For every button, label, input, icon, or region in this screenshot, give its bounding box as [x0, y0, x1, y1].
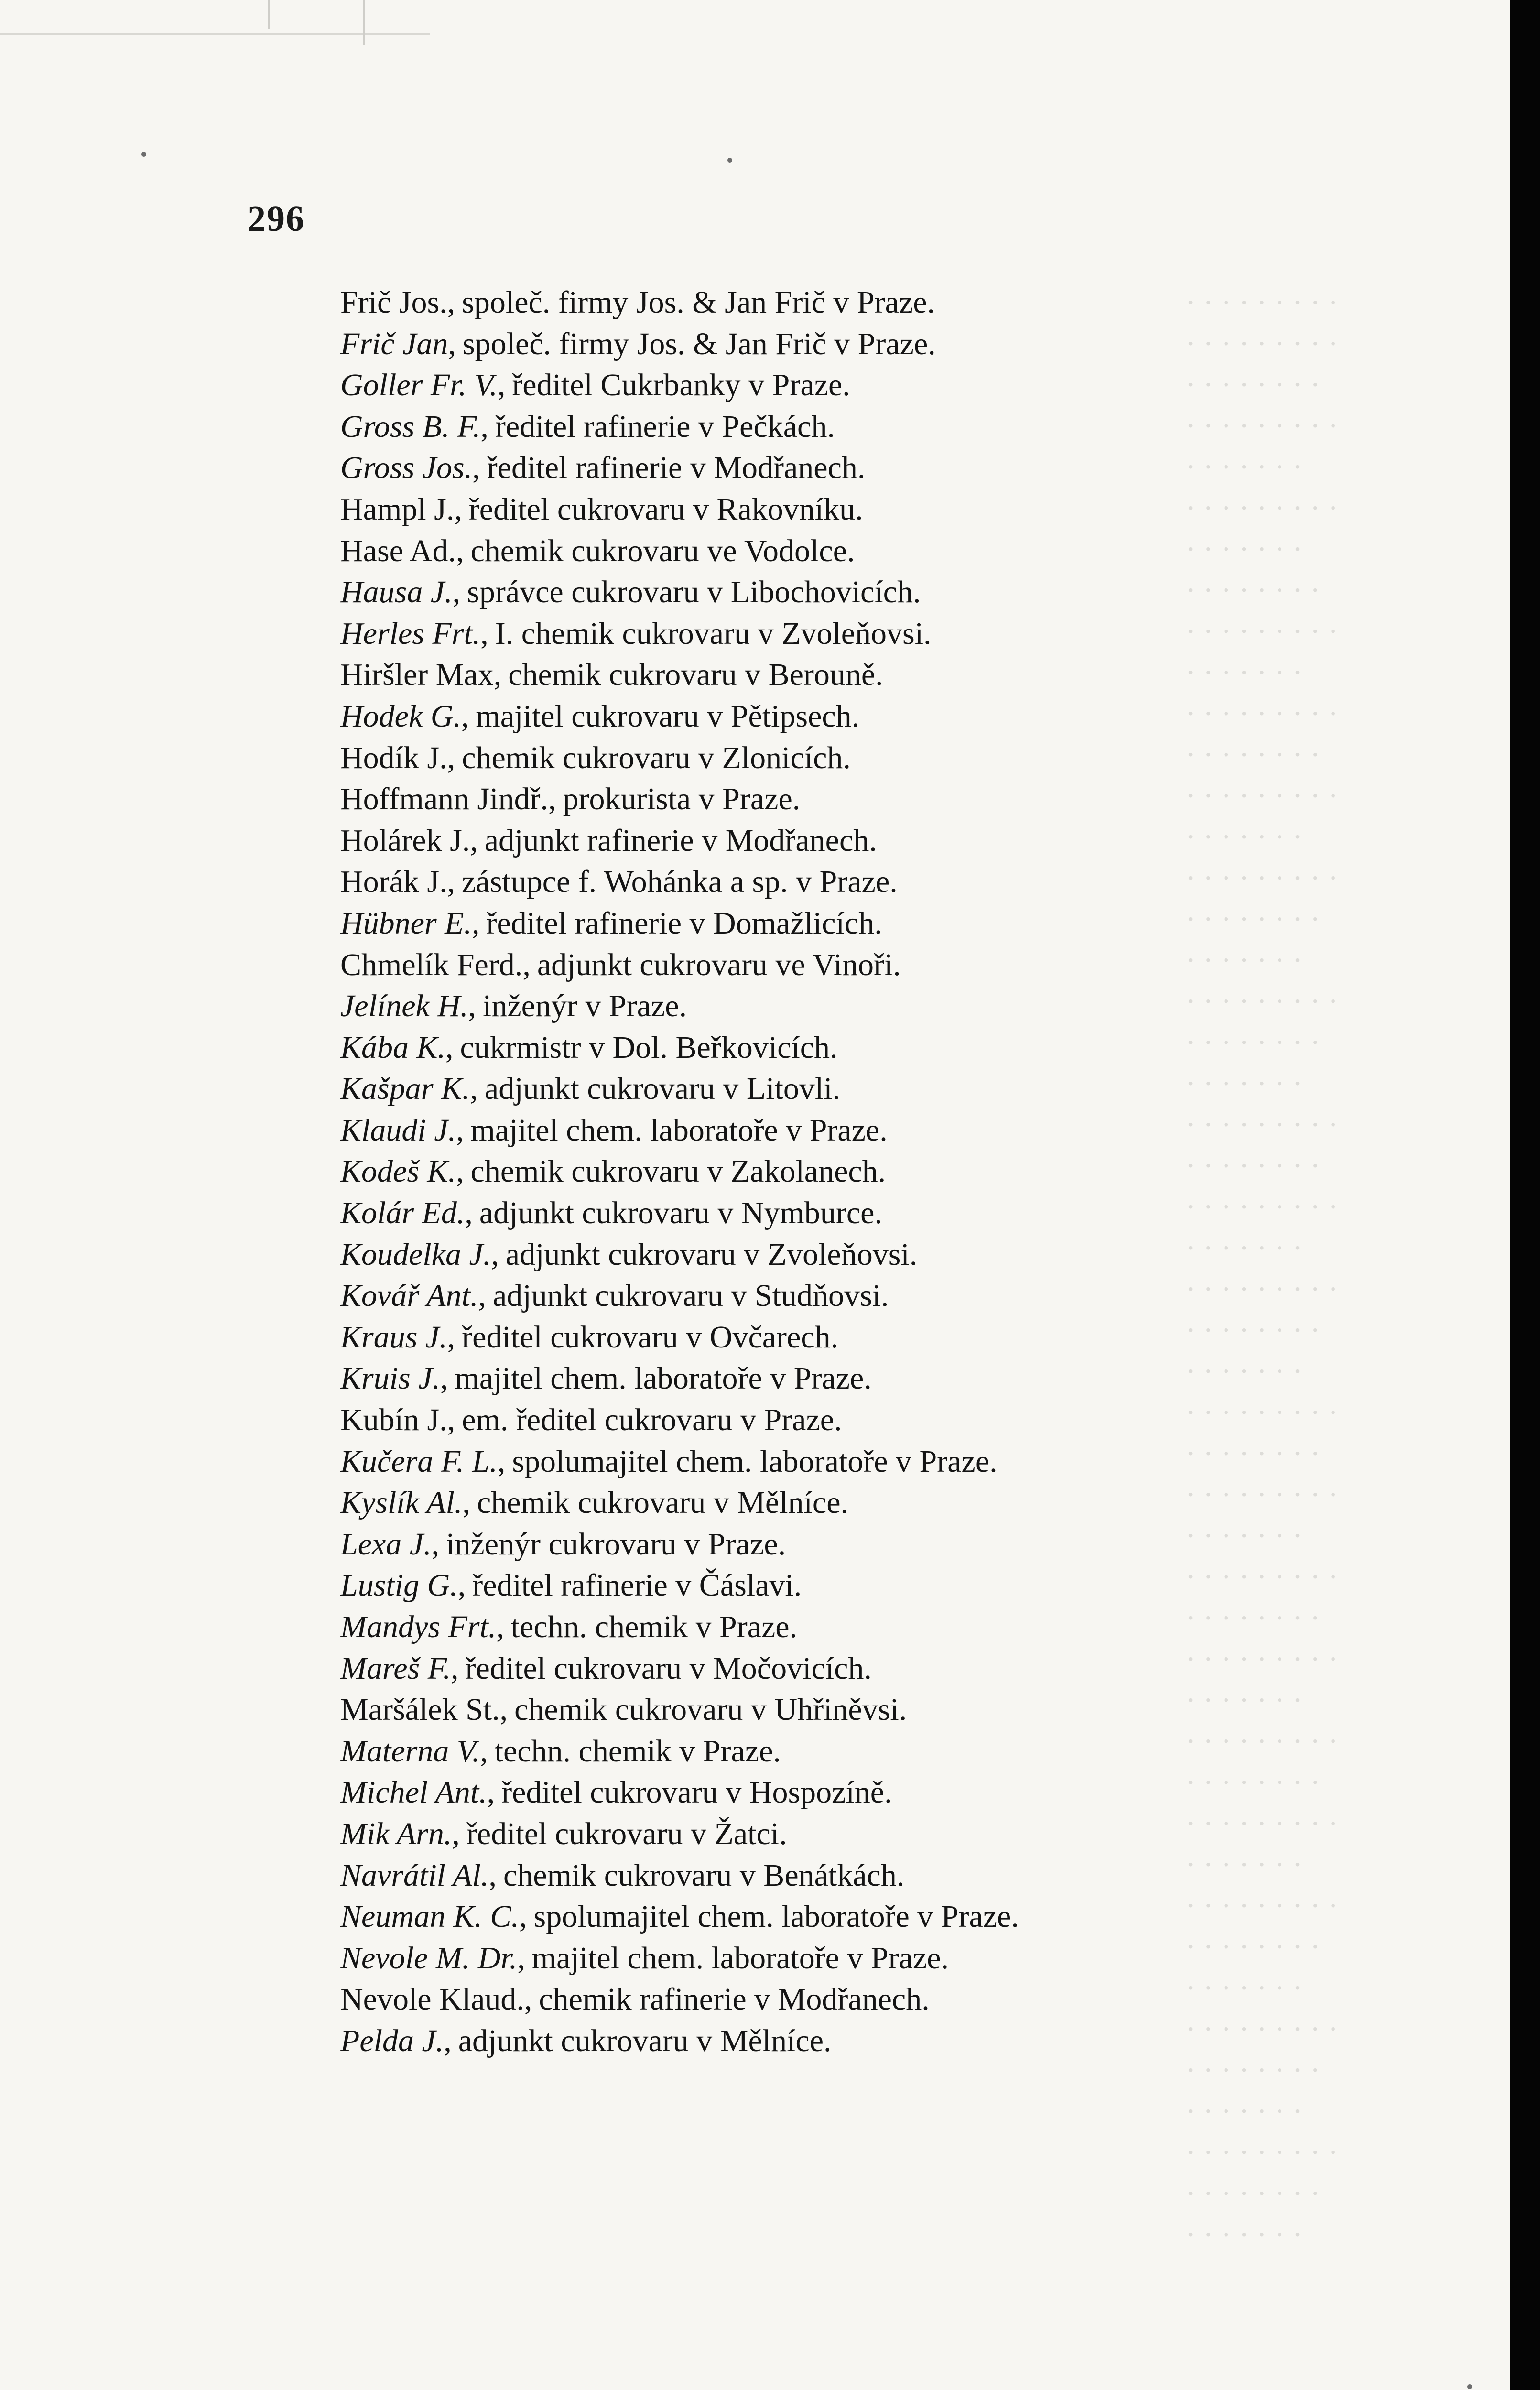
entry-name: Mareš F. — [340, 1651, 451, 1686]
entry-description: ředitel cukrovaru v Hospozíně. — [501, 1775, 892, 1810]
entry-separator: , — [472, 450, 480, 486]
entry-description: I. chemik cukrovaru v Zvoleňovsi. — [495, 616, 932, 651]
entry-separator: , — [499, 1692, 508, 1727]
list-item — [340, 1772, 1334, 1814]
entry-description: chemik cukrovaru v Berouně. — [508, 657, 883, 693]
entry-description: spolumajitel chem. laboratoře v Praze. — [512, 1444, 998, 1479]
list-item — [340, 406, 1334, 448]
entry-separator: , — [431, 1526, 440, 1562]
list-item — [340, 1275, 1334, 1317]
entry-description: společ. firmy Jos. & Jan Frič v Praze. — [462, 285, 935, 320]
entry-description: ředitel cukrovaru v Ovčarech. — [462, 1319, 839, 1355]
entry-separator: , — [461, 698, 469, 734]
entry-name: Hampl J. — [340, 491, 455, 527]
entry-separator: , — [493, 657, 502, 693]
top-edge-marks — [0, 0, 430, 35]
entry-name: Hübner E. — [340, 905, 472, 941]
list-item — [340, 986, 1334, 1027]
list-item — [340, 1441, 1334, 1483]
entry-description: chemik cukrovaru ve Vodolce. — [470, 533, 855, 568]
list-item — [340, 1482, 1334, 1524]
list-item — [340, 1027, 1334, 1069]
entry-separator: , — [478, 1278, 486, 1314]
entry-name: Nevole Klaud. — [340, 1982, 524, 2017]
entry-name: Pelda J. — [340, 2023, 444, 2058]
entry-description: majitel cukrovaru v Pětipsech. — [476, 698, 860, 734]
entry-separator: , — [447, 740, 455, 775]
entry-name: Klaudi J. — [340, 1112, 456, 1148]
entry-name: Horák J. — [340, 864, 447, 900]
scan-edge — [1510, 0, 1540, 2390]
entry-separator: , — [471, 905, 480, 941]
entry-description: adjunkt rafinerie v Modřanech. — [484, 823, 877, 858]
entry-description: cukrmistr v Dol. Beřkovicích. — [460, 1030, 838, 1065]
list-item — [340, 1151, 1334, 1193]
entry-separator: , — [465, 1195, 473, 1231]
entry-description: chemik rafinerie v Modřanech. — [539, 1982, 930, 2017]
entry-name: Holárek J. — [340, 823, 470, 858]
list-item — [340, 1689, 1334, 1731]
entry-description: adjunkt cukrovaru ve Vinoři. — [537, 947, 901, 982]
list-item — [340, 572, 1334, 613]
list-item — [340, 945, 1334, 986]
page-number: 296 — [248, 199, 305, 239]
entry-separator: , — [497, 1444, 506, 1479]
entry-name: Kučera F. L. — [340, 1444, 498, 1479]
entry-separator: , — [470, 1071, 478, 1107]
entry-separator: , — [456, 1154, 464, 1189]
list-item — [340, 324, 1334, 365]
list-item — [340, 2021, 1334, 2062]
entry-separator: , — [444, 2023, 452, 2058]
member-list — [340, 282, 1334, 2062]
entry-name: Maršálek St. — [340, 1692, 500, 1727]
entry-separator: , — [497, 368, 506, 403]
entry-description: ředitel cukrovaru v Močovicích. — [465, 1651, 872, 1686]
entry-description: adjunkt cukrovaru v Zvoleňovsi. — [505, 1237, 918, 1272]
entry-description: adjunkt cukrovaru v Nymburce. — [479, 1195, 882, 1231]
entry-name: Neuman K. C. — [340, 1899, 520, 1934]
entry-description: ředitel rafinerie v Domažlicích. — [486, 905, 882, 941]
entry-name: Navrátil Al. — [340, 1858, 489, 1893]
entry-name: Hoffmann Jindř. — [340, 782, 549, 817]
entry-name: Kába K. — [340, 1030, 446, 1065]
list-item — [340, 696, 1334, 738]
entry-name: Koudelka J. — [340, 1237, 491, 1272]
list-item — [340, 1731, 1334, 1772]
entry-description: ředitel Cukrbanky v Praze. — [512, 368, 850, 403]
entry-description: majitel chem. laboratoře v Praze. — [470, 1112, 888, 1148]
entry-description: prokurista v Praze. — [563, 782, 801, 817]
speck — [1467, 2384, 1472, 2389]
entry-separator: , — [468, 989, 477, 1024]
entry-description: techn. chemik v Praze. — [494, 1733, 781, 1769]
list-item — [340, 1110, 1334, 1152]
list-item — [340, 1896, 1334, 1938]
entry-name: Mik Arn. — [340, 1816, 452, 1851]
entry-separator: , — [448, 326, 456, 361]
entry-name: Jelínek H. — [340, 989, 468, 1024]
list-item — [340, 1648, 1334, 1690]
entry-separator: , — [447, 1402, 455, 1438]
entry-separator: , — [456, 1112, 464, 1148]
list-item — [340, 1855, 1334, 1897]
entry-name: Kruis J. — [340, 1361, 441, 1396]
entry-name: Materna V. — [340, 1733, 480, 1769]
entry-name: Frič Jos. — [340, 285, 447, 320]
entry-name: Hausa J. — [340, 575, 453, 610]
entry-name: Kovář Ant. — [340, 1278, 478, 1314]
bleed-through-text: · · · · · · · · · · · · · · · · · · · · · · · · · · · · · · · · · · · · · · · · · · · · · · · · · · · · · · · · · · · · · · · · · · · · · · · · · · · · · · · · · · · · · · · · · · · · · · · · · · · · · · · · · · · · · · · · · · · · · · · · · · · · · · · · · · · · · · · · · · · · · · · · · · · · · · · · · · · · · · · · · · · · · · · · · · · · · · · · · · · · · · · · · · · · · · · · · · · · · · · · · · · · · · · · · · · · · · · · · · · · · · · · · · · · · · · · · · · · · · · · · · · · · · · · · · · · · · · · · · · · · · · · · · · · · · · · · · · · · · · · · · · · · · · · · · · · · · · · · · · · · · · · · · · · · · · · · · · · · · · · · · · · · · · · · · · · · · · · · · · · · · · · · · · · · · · · · · · · · · · · · · · · · · · · · · · · · · · · · · · · · · · · · · · · · · · — [1185, 285, 1338, 2251]
entry-description: ředitel rafinerie v Čáslavi. — [472, 1568, 802, 1603]
entry-name: Kašpar K. — [340, 1071, 470, 1107]
entry-description: spolumajitel chem. laboratoře v Praze. — [533, 1899, 1019, 1934]
entry-name: Gross Jos. — [340, 450, 473, 486]
entry-name: Lexa J. — [340, 1526, 432, 1562]
entry-separator: , — [480, 1733, 488, 1769]
entry-separator: , — [480, 616, 488, 651]
list-item — [340, 1068, 1334, 1110]
speck — [727, 158, 732, 163]
entry-description: adjunkt cukrovaru v Mělníce. — [458, 2023, 832, 2058]
entry-name: Kubín J. — [340, 1402, 447, 1438]
entry-separator: , — [440, 1361, 448, 1396]
entry-separator: , — [451, 1651, 459, 1686]
entry-separator: , — [447, 285, 455, 320]
entry-description: techn. chemik v Praze. — [510, 1609, 798, 1644]
entry-name: Kyslík Al. — [340, 1485, 463, 1521]
entry-description: em. ředitel cukrovaru v Praze. — [462, 1402, 842, 1438]
list-item — [340, 1358, 1334, 1400]
entry-name: Chmelík Ferd. — [340, 947, 523, 982]
entry-description: adjunkt cukrovaru v Litovli. — [484, 1071, 841, 1107]
entry-separator: , — [454, 491, 462, 527]
entry-name: Mandys Frt. — [340, 1609, 497, 1644]
entry-description: chemik cukrovaru v Benátkách. — [503, 1858, 905, 1893]
list-item — [340, 1193, 1334, 1234]
entry-name: Lustig G. — [340, 1568, 458, 1603]
list-item — [340, 779, 1334, 820]
entry-name: Nevole M. Dr. — [340, 1940, 518, 1976]
entry-name: Frič Jan — [340, 326, 448, 361]
entry-description: zástupce f. Wohánka a sp. v Praze. — [462, 864, 898, 900]
entry-description: chemik cukrovaru v Mělníce. — [477, 1485, 848, 1521]
entry-description: správce cukrovaru v Libochovicích. — [467, 575, 921, 610]
entry-name: Michel Ant. — [340, 1775, 487, 1810]
entry-description: ředitel cukrovaru v Rakovníku. — [468, 491, 863, 527]
entry-description: ředitel cukrovaru v Žatci. — [466, 1816, 787, 1851]
list-item — [340, 1234, 1334, 1276]
entry-separator: , — [470, 823, 478, 858]
entry-name: Gross B. F. — [340, 409, 481, 444]
list-item — [340, 282, 1334, 324]
list-item — [340, 1565, 1334, 1607]
entry-description: společ. firmy Jos. & Jan Frič v Praze. — [462, 326, 936, 361]
entry-separator: , — [445, 1030, 454, 1065]
entry-separator: , — [524, 1982, 532, 2017]
entry-separator: , — [480, 409, 488, 444]
entry-description: chemik cukrovaru v Uhřiněvsi. — [514, 1692, 907, 1727]
list-item — [340, 1814, 1334, 1855]
entry-name: Kodeš K. — [340, 1154, 456, 1189]
entry-description: inženýr v Praze. — [483, 989, 687, 1024]
entry-separator: , — [487, 1775, 495, 1810]
entry-name: Hase Ad. — [340, 533, 456, 568]
list-item — [340, 820, 1334, 862]
entry-separator: , — [517, 1940, 525, 1976]
entry-name: Herles Frt. — [340, 616, 481, 651]
list-item — [340, 1607, 1334, 1648]
entry-separator: , — [462, 1485, 470, 1521]
entry-separator: , — [548, 782, 556, 817]
entry-separator: , — [452, 575, 461, 610]
list-item — [340, 1317, 1334, 1358]
entry-name: Hodík J. — [340, 740, 447, 775]
entry-separator: , — [447, 1319, 455, 1355]
entry-separator: , — [447, 864, 455, 900]
entry-separator: , — [522, 947, 531, 982]
entry-description: chemik cukrovaru v Zakolanech. — [470, 1154, 886, 1189]
entry-description: inženýr cukrovaru v Praze. — [446, 1526, 786, 1562]
list-item — [340, 1938, 1334, 1979]
list-item — [340, 738, 1334, 779]
entry-separator: , — [452, 1816, 460, 1851]
list-item — [340, 489, 1334, 531]
entry-separator: , — [455, 533, 464, 568]
list-item — [340, 447, 1334, 489]
entry-description: ředitel rafinerie v Pečkách. — [495, 409, 835, 444]
entry-separator: , — [496, 1609, 504, 1644]
entry-name: Hiršler Max — [340, 657, 494, 693]
entry-description: adjunkt cukrovaru v Studňovsi. — [492, 1278, 889, 1314]
entry-separator: , — [491, 1237, 499, 1272]
entry-name: Goller Fr. V. — [340, 368, 498, 403]
entry-name: Hodek G. — [340, 698, 461, 734]
list-item — [340, 654, 1334, 696]
entry-separator: , — [519, 1899, 527, 1934]
entry-separator: , — [488, 1858, 497, 1893]
entry-description: majitel chem. laboratoře v Praze. — [531, 1940, 949, 1976]
entry-description: chemik cukrovaru v Zlonicích. — [462, 740, 851, 775]
entry-description: majitel chem. laboratoře v Praze. — [455, 1361, 872, 1396]
list-item — [340, 531, 1334, 572]
list-item — [340, 1400, 1334, 1441]
entry-name: Kolár Ed. — [340, 1195, 465, 1231]
list-item — [340, 1979, 1334, 2021]
speck — [141, 152, 146, 157]
list-item — [340, 861, 1334, 903]
entry-name: Kraus J. — [340, 1319, 447, 1355]
entry-separator: , — [457, 1568, 466, 1603]
entry-description: ředitel rafinerie v Modřanech. — [487, 450, 866, 486]
list-item — [340, 613, 1334, 655]
list-item — [340, 903, 1334, 945]
list-item — [340, 365, 1334, 406]
list-item — [340, 1524, 1334, 1565]
